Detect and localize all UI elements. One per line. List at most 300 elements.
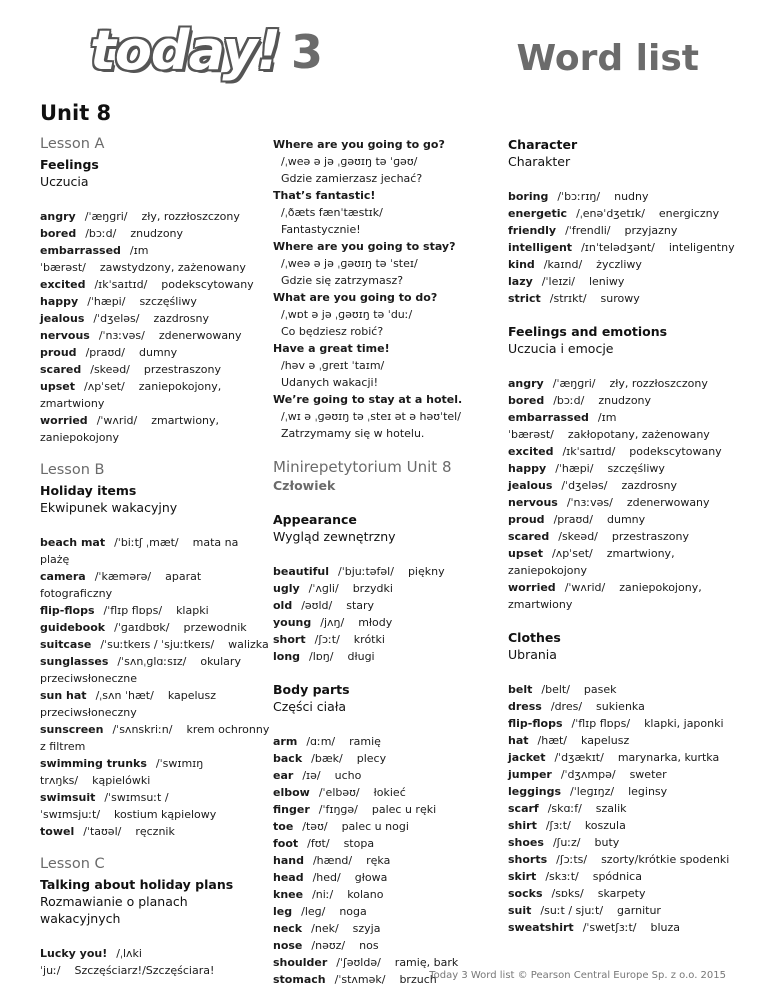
entry-pronunciation: /ˌlʌki ˈjuː/: [40, 947, 142, 977]
lesson-b-list: [40, 534, 270, 840]
entry-word: sweatshirt: [508, 921, 574, 934]
entry-translation: aparat fotograficzny: [40, 570, 202, 600]
phrase-entry: [273, 136, 503, 187]
entry-word: proud: [508, 513, 545, 526]
entry-translation: przestraszony: [143, 363, 221, 376]
entry-word: That’s fantastic!: [273, 189, 376, 202]
vocab-entry: [273, 750, 503, 767]
column-2: [273, 136, 503, 988]
entry-word: excited: [508, 445, 554, 458]
entry-pronunciation: /ˈsuːtkeɪs / ˈsjuːtkeɪs/: [100, 638, 215, 651]
vocab-entry: [40, 534, 270, 568]
entry-word: ugly: [273, 582, 300, 595]
entry-translation: podekscytowany: [629, 445, 722, 458]
entry-pronunciation: /ˈleɡɪŋz/: [570, 785, 615, 798]
vocab-entry: [508, 681, 738, 698]
entry-pronunciation: /ˈʃəʊldə/: [336, 956, 381, 969]
entry-translation: Udanych wakacji!: [281, 376, 378, 389]
feelings-topic-pl: Uczucia i emocje: [508, 341, 614, 356]
entry-pronunciation: /skɜːt/: [545, 870, 579, 883]
entry-pronunciation: /ˈnɜːvəs/: [566, 496, 613, 509]
entry-pronunciation: /ˈswetʃɜːt/: [582, 921, 637, 934]
vocab-entry: [508, 579, 738, 613]
vocab-entry: [273, 614, 503, 631]
vocab-entry: [508, 239, 738, 256]
entry-word: strict: [508, 292, 541, 305]
vocab-entry: [273, 580, 503, 597]
column-1: [40, 136, 270, 979]
entry-translation: kolano: [347, 888, 384, 901]
vocab-entry: [508, 545, 738, 579]
entry-translation: okulary przeciwsłoneczne: [40, 655, 241, 685]
entry-pronunciation: /ˈswɪmɪŋ trʌŋks/: [40, 757, 204, 787]
entry-pronunciation: /ˈleɪzi/: [541, 275, 575, 288]
entry-word: jealous: [508, 479, 553, 492]
entry-word: Lucky you!: [40, 947, 108, 960]
entry-word: shoulder: [273, 956, 328, 969]
vocab-entry: [273, 886, 503, 903]
entry-pronunciation: /ɪkˈsaɪtɪd/: [562, 445, 616, 458]
entry-pronunciation: /praʊd/: [85, 346, 125, 359]
vocab-entry: [508, 732, 738, 749]
entry-translation: buty: [594, 836, 620, 849]
vocab-entry: [273, 920, 503, 937]
entry-pronunciation: /lɒŋ/: [309, 650, 334, 663]
entry-translation: dumny: [139, 346, 178, 359]
entry-pronunciation: /ˈnɜːvəs/: [98, 329, 145, 342]
entry-translation: Gdzie zamierzasz jechać?: [281, 172, 423, 185]
entry-pronunciation: /ˈfrendli/: [565, 224, 611, 237]
entry-pronunciation: /ʃɔːt/: [314, 633, 340, 646]
vocab-entry: [508, 698, 738, 715]
entry-translation: kapelusz: [581, 734, 630, 747]
entry-word: toe: [273, 820, 294, 833]
phrase-entry: [273, 238, 503, 289]
entry-pronunciation: /ˌsʌn ˈhæt/: [95, 689, 154, 702]
vocab-entry: [508, 919, 738, 936]
vocab-entry: [508, 783, 738, 800]
entry-pronunciation: /ˈbjuːtəfəl/: [338, 565, 394, 578]
vocab-entry: [40, 789, 270, 823]
vocab-entry: [508, 800, 738, 817]
entry-pronunciation: /ˈstʌmək/: [334, 973, 386, 986]
vocab-entry: [508, 222, 738, 239]
entry-translation: łokieć: [373, 786, 406, 799]
entry-pronunciation: /strɪkt/: [549, 292, 587, 305]
entry-pronunciation: /ɪmˈbærəst/: [40, 244, 149, 274]
lesson-c-title: Lesson C: [40, 856, 105, 872]
vocab-entry: [40, 225, 270, 242]
entry-pronunciation: /kaɪnd/: [543, 258, 583, 271]
vocab-entry: [40, 378, 270, 412]
body-list: [273, 733, 503, 988]
entry-translation: szorty/krótkie spodenki: [601, 853, 730, 866]
entry-word: shirt: [508, 819, 537, 832]
level-number: 3: [291, 25, 324, 79]
entry-pronunciation: /ˈhæpi/: [87, 295, 126, 308]
vocab-entry: [273, 903, 503, 920]
vocab-entry: [40, 823, 270, 840]
entry-pronunciation: /ʌpˈset/: [551, 547, 593, 560]
entry-translation: marynarka, kurtka: [617, 751, 720, 764]
entry-word: neck: [273, 922, 303, 935]
entry-translation: ręka: [366, 854, 391, 867]
clothes-topic-pl: Ubrania: [508, 647, 557, 662]
feelings-list: [508, 375, 738, 613]
entry-word: scared: [40, 363, 82, 376]
entry-translation: zdenerwowany: [626, 496, 710, 509]
entry-translation: Szczęściarz!/Szczęściara!: [74, 964, 215, 977]
entry-translation: leniwy: [588, 275, 625, 288]
entry-translation: garnitur: [617, 904, 661, 917]
entry-word: swimming trunks: [40, 757, 147, 770]
entry-pronunciation: /ˈɡaɪdbʊk/: [114, 621, 170, 634]
entry-translation: głowa: [354, 871, 388, 884]
entry-translation: Co będziesz robić?: [281, 325, 384, 338]
entry-pronunciation: /bæk/: [311, 752, 343, 765]
vocab-entry: [508, 256, 738, 273]
entry-word: worried: [40, 414, 88, 427]
vocab-entry: [508, 273, 738, 290]
entry-pronunciation: /ʃɜːt/: [545, 819, 571, 832]
entry-pronunciation: /skeəd/: [90, 363, 130, 376]
entry-pronunciation: /ɪkˈsaɪtɪd/: [94, 278, 148, 291]
entry-word: bored: [508, 394, 545, 407]
entry-translation: sukienka: [596, 700, 645, 713]
entry-translation: zawstydzony, zażenowany: [99, 261, 246, 274]
entry-pronunciation: /hænd/: [312, 854, 353, 867]
vocab-entry: [508, 205, 738, 222]
entry-pronunciation: /ɪmˈbærəst/: [508, 411, 617, 441]
character-topic-pl: Charakter: [508, 154, 571, 169]
entry-word: ear: [273, 769, 294, 782]
entry-word: sunglasses: [40, 655, 109, 668]
vocab-entry: [508, 749, 738, 766]
vocab-entry: [40, 721, 270, 755]
entry-word: embarrassed: [508, 411, 589, 424]
vocab-entry: [273, 767, 503, 784]
entry-translation: zakłopotany, zażenowany: [567, 428, 710, 441]
entry-translation: krótki: [353, 633, 385, 646]
entry-translation: młody: [358, 616, 393, 629]
entry-word: intelligent: [508, 241, 573, 254]
entry-word: What are you going to do?: [273, 291, 438, 304]
appearance-topic: Appearance: [273, 512, 357, 527]
entry-word: foot: [273, 837, 299, 850]
entry-word: belt: [508, 683, 533, 696]
entry-word: angry: [508, 377, 544, 390]
entry-pronunciation: /hed/: [312, 871, 341, 884]
vocab-entry: [40, 687, 270, 721]
lesson-c-topic-pl: Rozmawianie o planach wakacyjnych: [40, 894, 188, 926]
entry-translation: inteligentny: [668, 241, 735, 254]
entry-pronunciation: /sɒks/: [551, 887, 584, 900]
vocab-entry: [273, 801, 503, 818]
clothes-list: [508, 681, 738, 936]
entry-translation: mata na plażę: [40, 536, 239, 566]
entry-pronunciation: /skeəd/: [558, 530, 598, 543]
entry-word: sunscreen: [40, 723, 104, 736]
entry-translation: zazdrosny: [153, 312, 209, 325]
entry-word: head: [273, 871, 304, 884]
unit-title: Unit 8: [40, 101, 112, 125]
entry-word: excited: [40, 278, 86, 291]
entry-translation: plecy: [356, 752, 387, 765]
column-3: [508, 136, 738, 936]
character-topic: Character: [508, 137, 578, 152]
page-title: Word list: [516, 38, 699, 79]
entry-translation: leginsy: [628, 785, 668, 798]
today-logo: [84, 13, 324, 93]
entry-word: scared: [508, 530, 550, 543]
entry-translation: znudzony: [598, 394, 652, 407]
logo-text: today!: [90, 19, 281, 82]
vocab-entry: [40, 310, 270, 327]
vocab-entry: [508, 290, 738, 307]
entry-word: long: [273, 650, 301, 663]
entry-word: knee: [273, 888, 304, 901]
entry-translation: podekscytowany: [161, 278, 254, 291]
vocab-entry: [40, 293, 270, 310]
entry-pronunciation: /əʊld/: [301, 599, 333, 612]
appearance-topic-pl: Wygląd zewnętrzny: [273, 529, 396, 544]
phrase-entry: [273, 187, 503, 238]
entry-translation: długi: [347, 650, 375, 663]
entry-translation: zmartwiony, zaniepokojony: [508, 547, 675, 577]
entry-pronunciation: /ʃuːz/: [552, 836, 581, 849]
entry-word: nose: [273, 939, 303, 952]
vocab-entry: [508, 902, 738, 919]
entry-pronunciation: /ˈflɪp flɒps/: [571, 717, 631, 730]
entry-translation: stary: [346, 599, 375, 612]
entry-pronunciation: /ˈbiːtʃ ˌmæt/: [114, 536, 179, 549]
vocab-entry: [40, 242, 270, 276]
vocab-entry: [508, 817, 738, 834]
appearance-list: [273, 563, 503, 665]
entry-pronunciation: /ˌweə ə jə ˌɡəʊɪŋ tə ˈsteɪ/: [281, 257, 418, 270]
vocab-entry: [273, 631, 503, 648]
entry-word: Where are you going to go?: [273, 138, 445, 151]
entry-pronunciation: /ˌwɒt ə jə ˌɡəʊɪŋ tə ˈduː/: [281, 308, 413, 321]
entry-word: stomach: [273, 973, 326, 986]
entry-translation: zaniepokojony, zmartwiony: [40, 380, 222, 410]
entry-translation: zły, rozzłoszczony: [609, 377, 708, 390]
entry-translation: zmartwiony, zaniepokojony: [40, 414, 220, 444]
entry-pronunciation: /fʊt/: [307, 837, 330, 850]
entry-translation: przestraszony: [611, 530, 689, 543]
entry-word: bored: [40, 227, 77, 240]
entry-word: short: [273, 633, 306, 646]
entry-translation: spódnica: [592, 870, 642, 883]
vocab-entry: [273, 852, 503, 869]
entry-word: nervous: [508, 496, 558, 509]
vocab-entry: [508, 477, 738, 494]
entry-pronunciation: /ˌðæts fænˈtæstɪk/: [281, 206, 383, 219]
vocab-entry: [273, 818, 503, 835]
entry-pronunciation: /ˌenəˈdʒetɪk/: [576, 207, 645, 220]
vocab-entry: [508, 868, 738, 885]
entry-pronunciation: /ˈsʌnskriːn/: [112, 723, 173, 736]
entry-word: energetic: [508, 207, 568, 220]
entry-pronunciation: /ˈfɪŋɡə/: [318, 803, 358, 816]
entry-pronunciation: /jʌŋ/: [320, 616, 345, 629]
entry-translation: szalik: [595, 802, 627, 815]
lesson-a-topic-pl: Uczucia: [40, 174, 89, 189]
entry-translation: energiczny: [658, 207, 720, 220]
body-topic-pl: Części ciała: [273, 699, 347, 714]
entry-word: proud: [40, 346, 77, 359]
entry-pronunciation: /belt/: [541, 683, 570, 696]
vocab-entry: [508, 460, 738, 477]
vocab-entry: [40, 276, 270, 293]
entry-translation: Zatrzymamy się w hotelu.: [281, 427, 425, 440]
mini-subtitle: Człowiek: [273, 478, 336, 493]
entry-pronunciation: /ˈdʒeləs/: [93, 312, 140, 325]
entry-pronunciation: /ˈdʒʌmpə/: [560, 768, 616, 781]
vocab-entry: [40, 361, 270, 378]
entry-translation: walizka: [228, 638, 269, 651]
entry-translation: kapelusz przeciwsłoneczny: [40, 689, 217, 719]
entry-word: socks: [508, 887, 543, 900]
phrase-entry: [273, 391, 503, 442]
entry-pronunciation: /ˈdʒeləs/: [561, 479, 608, 492]
entry-pronunciation: /ˈæŋɡri/: [552, 377, 596, 390]
entry-word: We’re going to stay at a hotel.: [273, 393, 463, 406]
entry-translation: skarpety: [597, 887, 646, 900]
vocab-entry: [40, 653, 270, 687]
entry-translation: brzydki: [352, 582, 393, 595]
entry-translation: szyja: [352, 922, 381, 935]
vocab-entry: [273, 835, 503, 852]
entry-pronunciation: /ˈswɪmsuːt / ˈswɪmsjuːt/: [40, 791, 169, 821]
entry-translation: pasek: [583, 683, 617, 696]
clothes-topic: Clothes: [508, 630, 561, 645]
entry-pronunciation: /həv ə ˌɡreɪt ˈtaɪm/: [281, 359, 385, 372]
vocab-entry: [40, 344, 270, 361]
entry-translation: ramię, bark: [394, 956, 459, 969]
entry-word: Where are you going to stay?: [273, 240, 456, 253]
entry-word: swimsuit: [40, 791, 96, 804]
entry-word: flip-flops: [40, 604, 95, 617]
entry-word: flip-flops: [508, 717, 563, 730]
vocab-entry: [508, 851, 738, 868]
entry-translation: zły, rozzłoszczony: [141, 210, 240, 223]
entry-translation: znudzony: [130, 227, 184, 240]
entry-word: beach mat: [40, 536, 106, 549]
entry-word: jacket: [508, 751, 546, 764]
entry-word: old: [273, 599, 293, 612]
vocab-entry: [508, 392, 738, 409]
entry-word: upset: [508, 547, 543, 560]
entry-pronunciation: /ˈhæpi/: [555, 462, 594, 475]
vocab-entry: [508, 528, 738, 545]
entry-pronunciation: /hæt/: [537, 734, 568, 747]
vocab-entry: [273, 563, 503, 580]
phrases-list: [273, 136, 503, 442]
entry-translation: piękny: [407, 565, 445, 578]
entry-word: young: [273, 616, 312, 629]
entry-pronunciation: /niː/: [312, 888, 334, 901]
entry-translation: Fantastycznie!: [281, 223, 361, 236]
vocab-entry: [508, 834, 738, 851]
entry-word: dress: [508, 700, 542, 713]
entry-word: suit: [508, 904, 532, 917]
footer-copyright: Today 3 Word list © Pearson Central Europe Sp. z o.o. 2015: [429, 970, 726, 981]
entry-translation: przyjazny: [624, 224, 678, 237]
entry-word: guidebook: [40, 621, 106, 634]
entry-word: friendly: [508, 224, 557, 237]
entry-pronunciation: /ˈtaʊəl/: [83, 825, 122, 838]
entry-translation: życzliwy: [596, 258, 642, 271]
entry-translation: przewodnik: [183, 621, 247, 634]
entry-pronunciation: /ɪnˈtelədʒənt/: [581, 241, 655, 254]
entry-translation: ręcznik: [135, 825, 175, 838]
entry-pronunciation: /ˈwʌrid/: [96, 414, 138, 427]
entry-word: upset: [40, 380, 75, 393]
entry-word: embarrassed: [40, 244, 121, 257]
lesson-a-title: Lesson A: [40, 136, 105, 152]
vocab-entry: [40, 945, 270, 979]
lesson-c-list: [40, 945, 270, 979]
vocab-entry: [273, 648, 503, 665]
vocab-entry: [508, 409, 738, 443]
phrase-entry: [273, 340, 503, 391]
character-list: [508, 188, 738, 307]
vocab-entry: [508, 715, 738, 732]
entry-pronunciation: /leɡ/: [301, 905, 326, 918]
entry-pronunciation: /ˌwɪ ə ˌɡəʊɪŋ tə ˌsteɪ ət ə həʊˈtel/: [281, 410, 461, 423]
entry-translation: brzuch: [399, 973, 437, 986]
entry-pronunciation: /bɔːd/: [553, 394, 585, 407]
phrase-entry: [273, 289, 503, 340]
entry-pronunciation: /ˈbɔːrɪŋ/: [557, 190, 601, 203]
entry-translation: klapki: [176, 604, 209, 617]
lesson-b-topic: Holiday items: [40, 483, 137, 498]
entry-pronunciation: /ˈæŋɡri/: [84, 210, 128, 223]
vocab-entry: [508, 188, 738, 205]
vocab-entry: [508, 766, 738, 783]
vocab-entry: [273, 937, 503, 954]
entry-word: leg: [273, 905, 293, 918]
vocab-entry: [40, 602, 270, 619]
vocab-entry: [273, 784, 503, 801]
vocab-entry: [40, 568, 270, 602]
entry-pronunciation: /dres/: [550, 700, 583, 713]
entry-word: suitcase: [40, 638, 92, 651]
vocab-entry: [40, 755, 270, 789]
entry-pronunciation: /ˈʌɡli/: [308, 582, 339, 595]
entry-word: finger: [273, 803, 310, 816]
lesson-b-title: Lesson B: [40, 462, 105, 478]
lesson-a-list: [40, 208, 270, 446]
entry-word: lazy: [508, 275, 533, 288]
entry-pronunciation: /skɑːf/: [547, 802, 582, 815]
entry-pronunciation: /ˌweə ə jə ˌɡəʊɪŋ tə ˈɡəʊ/: [281, 155, 418, 168]
vocab-entry: [508, 511, 738, 528]
entry-translation: sweter: [629, 768, 667, 781]
vocab-entry: [40, 208, 270, 225]
entry-translation: zdenerwowany: [158, 329, 242, 342]
entry-word: jealous: [40, 312, 85, 325]
entry-pronunciation: /ɪə/: [302, 769, 321, 782]
vocab-entry: [40, 412, 270, 446]
entry-word: arm: [273, 735, 298, 748]
entry-pronunciation: /ʌpˈset/: [83, 380, 125, 393]
entry-word: shoes: [508, 836, 544, 849]
vocab-entry: [273, 869, 503, 886]
entry-pronunciation: /bɔːd/: [85, 227, 117, 240]
entry-pronunciation: /ˈelbəʊ/: [318, 786, 360, 799]
